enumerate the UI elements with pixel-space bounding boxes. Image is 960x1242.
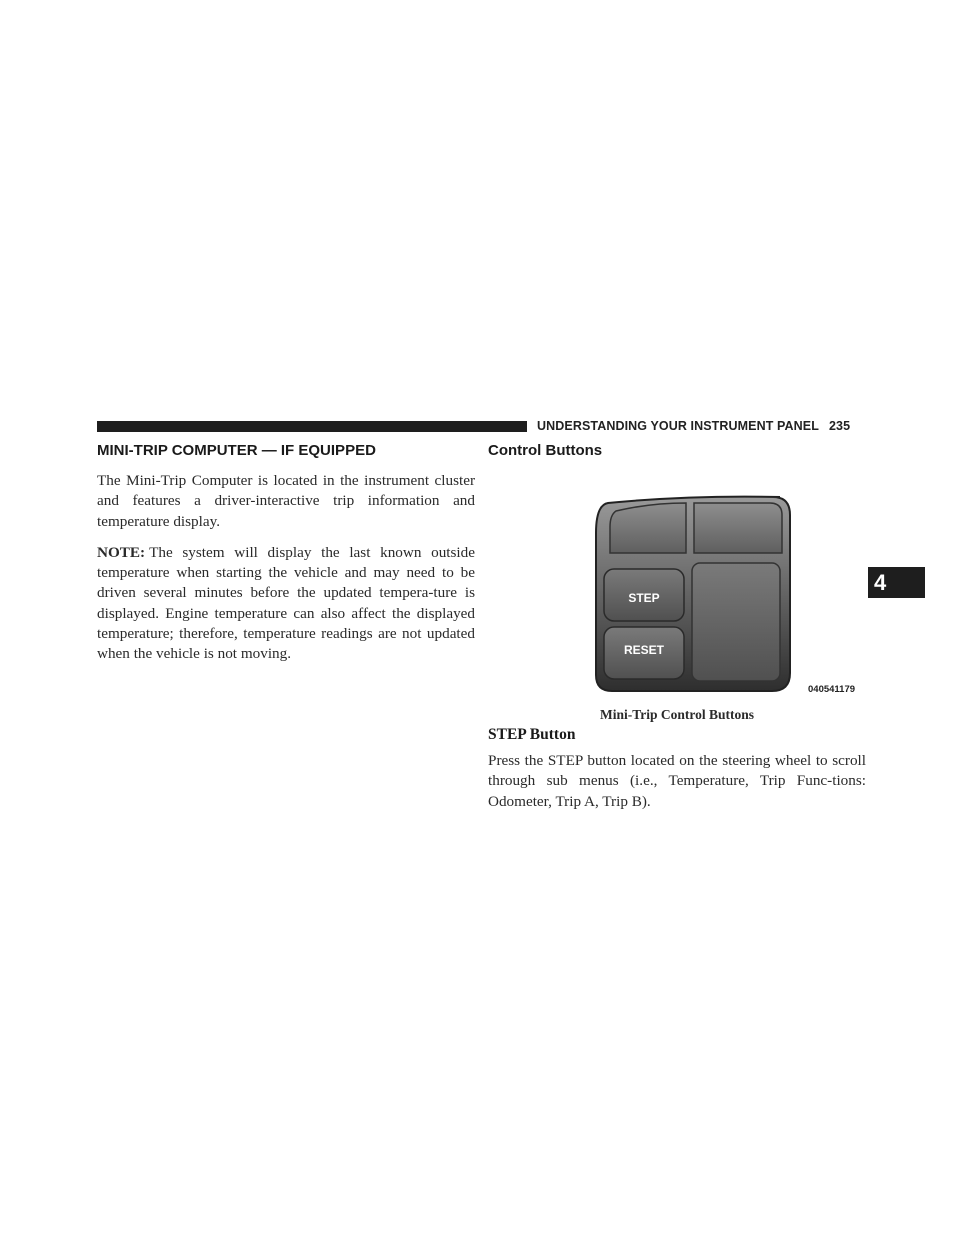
figure-caption: Mini-Trip Control Buttons: [599, 707, 755, 722]
figure-code: 040541179: [808, 684, 856, 695]
chapter-tab[interactable]: 4: [868, 567, 925, 598]
note-label: NOTE:: [97, 543, 146, 561]
left-column: [97, 442, 475, 676]
top-right-blank-button[interactable]: [694, 503, 782, 553]
note-paragraph: [97, 543, 475, 665]
intro-paragraph: The Mini-Trip Computer is located in the instrument cluster and features a driver-interactive trip information and temperature display.: [97, 472, 475, 530]
large-blank-button[interactable]: [692, 563, 780, 681]
top-left-blank-button[interactable]: [610, 503, 686, 553]
section-heading-mini-trip: MINI-TRIP COMPUTER — IF EQUIPPED: [97, 442, 376, 459]
step-button-label: STEP: [628, 591, 660, 605]
page-number: 235: [828, 419, 851, 433]
running-header: [537, 419, 850, 433]
section-heading-control-buttons: Control Buttons: [488, 442, 603, 459]
header-section-title: UNDERSTANDING YOUR INSTRUMENT PANEL: [537, 419, 819, 433]
right-column: [488, 442, 866, 471]
control-buttons-illustration: [590, 493, 870, 698]
note-text: The system will display the last known outside temperature when starting the vehicle and may need to be driven several minutes before the updated tempera-ture is displayed. Engine temperature can also affect the displayed temperature; therefore, temperature readings are not updated when the vehicle is not moving.: [97, 543, 475, 663]
step-paragraph-container: [488, 751, 866, 823]
header-rule: [97, 421, 527, 432]
step-button-heading: STEP Button: [488, 726, 576, 743]
reset-button-label: RESET: [623, 643, 665, 657]
step-paragraph: Press the STEP button located on the steering wheel to scroll through sub menus (i.e., Temperature, Trip Func-tions: Odometer, Trip A, Trip B).: [488, 752, 866, 810]
